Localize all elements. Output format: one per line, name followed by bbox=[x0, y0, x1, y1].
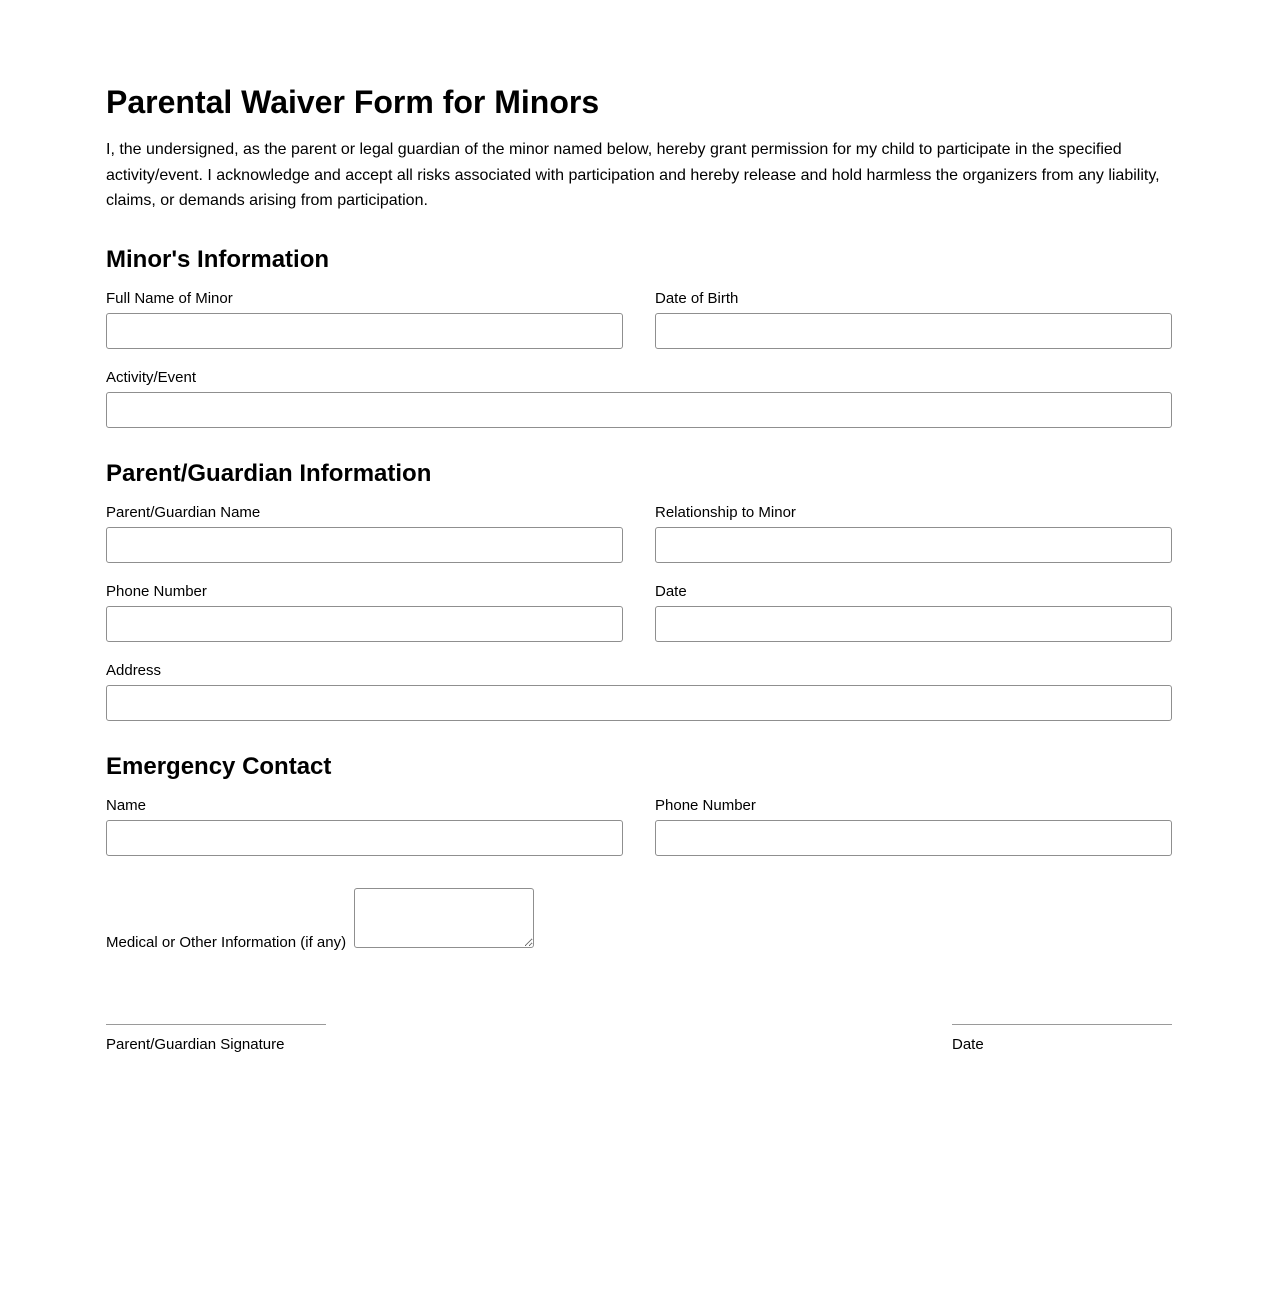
guardian-name-input[interactable] bbox=[106, 527, 623, 563]
activity-event-input[interactable] bbox=[106, 392, 1172, 428]
relationship-label: Relationship to Minor bbox=[655, 504, 796, 521]
activity-event-label: Activity/Event bbox=[106, 369, 197, 386]
emergency-phone-input[interactable] bbox=[655, 820, 1172, 856]
address-input[interactable] bbox=[106, 685, 1172, 721]
emergency-phone-label: Phone Number bbox=[655, 797, 756, 814]
medical-info-label: Medical or Other Information (if any) bbox=[106, 934, 347, 951]
signature-date-label: Date bbox=[952, 1036, 984, 1053]
intro-paragraph: I, the undersigned, as the parent or legal guardian of the minor named below, hereby grant permission for my child to participate in the specified activity/event. I acknowledge and accept all risks associated with participation and hereby release and hold harmless the organizers from any liability, claims, or demands arising from participation. bbox=[106, 141, 1160, 210]
address-label: Address bbox=[106, 662, 162, 679]
full-name-minor-label: Full Name of Minor bbox=[106, 290, 233, 307]
emergency-name-label: Name bbox=[106, 797, 147, 814]
full-name-minor-input[interactable] bbox=[106, 313, 623, 349]
guardian-date-label: Date bbox=[655, 583, 687, 600]
section-heading-emergency: Emergency Contact bbox=[106, 753, 332, 780]
relationship-input[interactable] bbox=[655, 527, 1172, 563]
emergency-name-input[interactable] bbox=[106, 820, 623, 856]
guardian-phone-label: Phone Number bbox=[106, 583, 207, 600]
guardian-name-label: Parent/Guardian Name bbox=[106, 504, 261, 521]
date-of-birth-input[interactable] bbox=[655, 313, 1172, 349]
page-title: Parental Waiver Form for Minors bbox=[106, 84, 600, 120]
medical-info-textarea[interactable] bbox=[354, 888, 534, 948]
section-heading-minor: Minor's Information bbox=[106, 246, 330, 273]
section-heading-guardian: Parent/Guardian Information bbox=[106, 460, 432, 487]
guardian-phone-input[interactable] bbox=[106, 606, 623, 642]
signature-line bbox=[106, 1024, 326, 1025]
signature-date-line bbox=[952, 1024, 1172, 1025]
date-of-birth-label: Date of Birth bbox=[655, 290, 739, 307]
guardian-date-input[interactable] bbox=[655, 606, 1172, 642]
signature-label: Parent/Guardian Signature bbox=[106, 1036, 285, 1053]
